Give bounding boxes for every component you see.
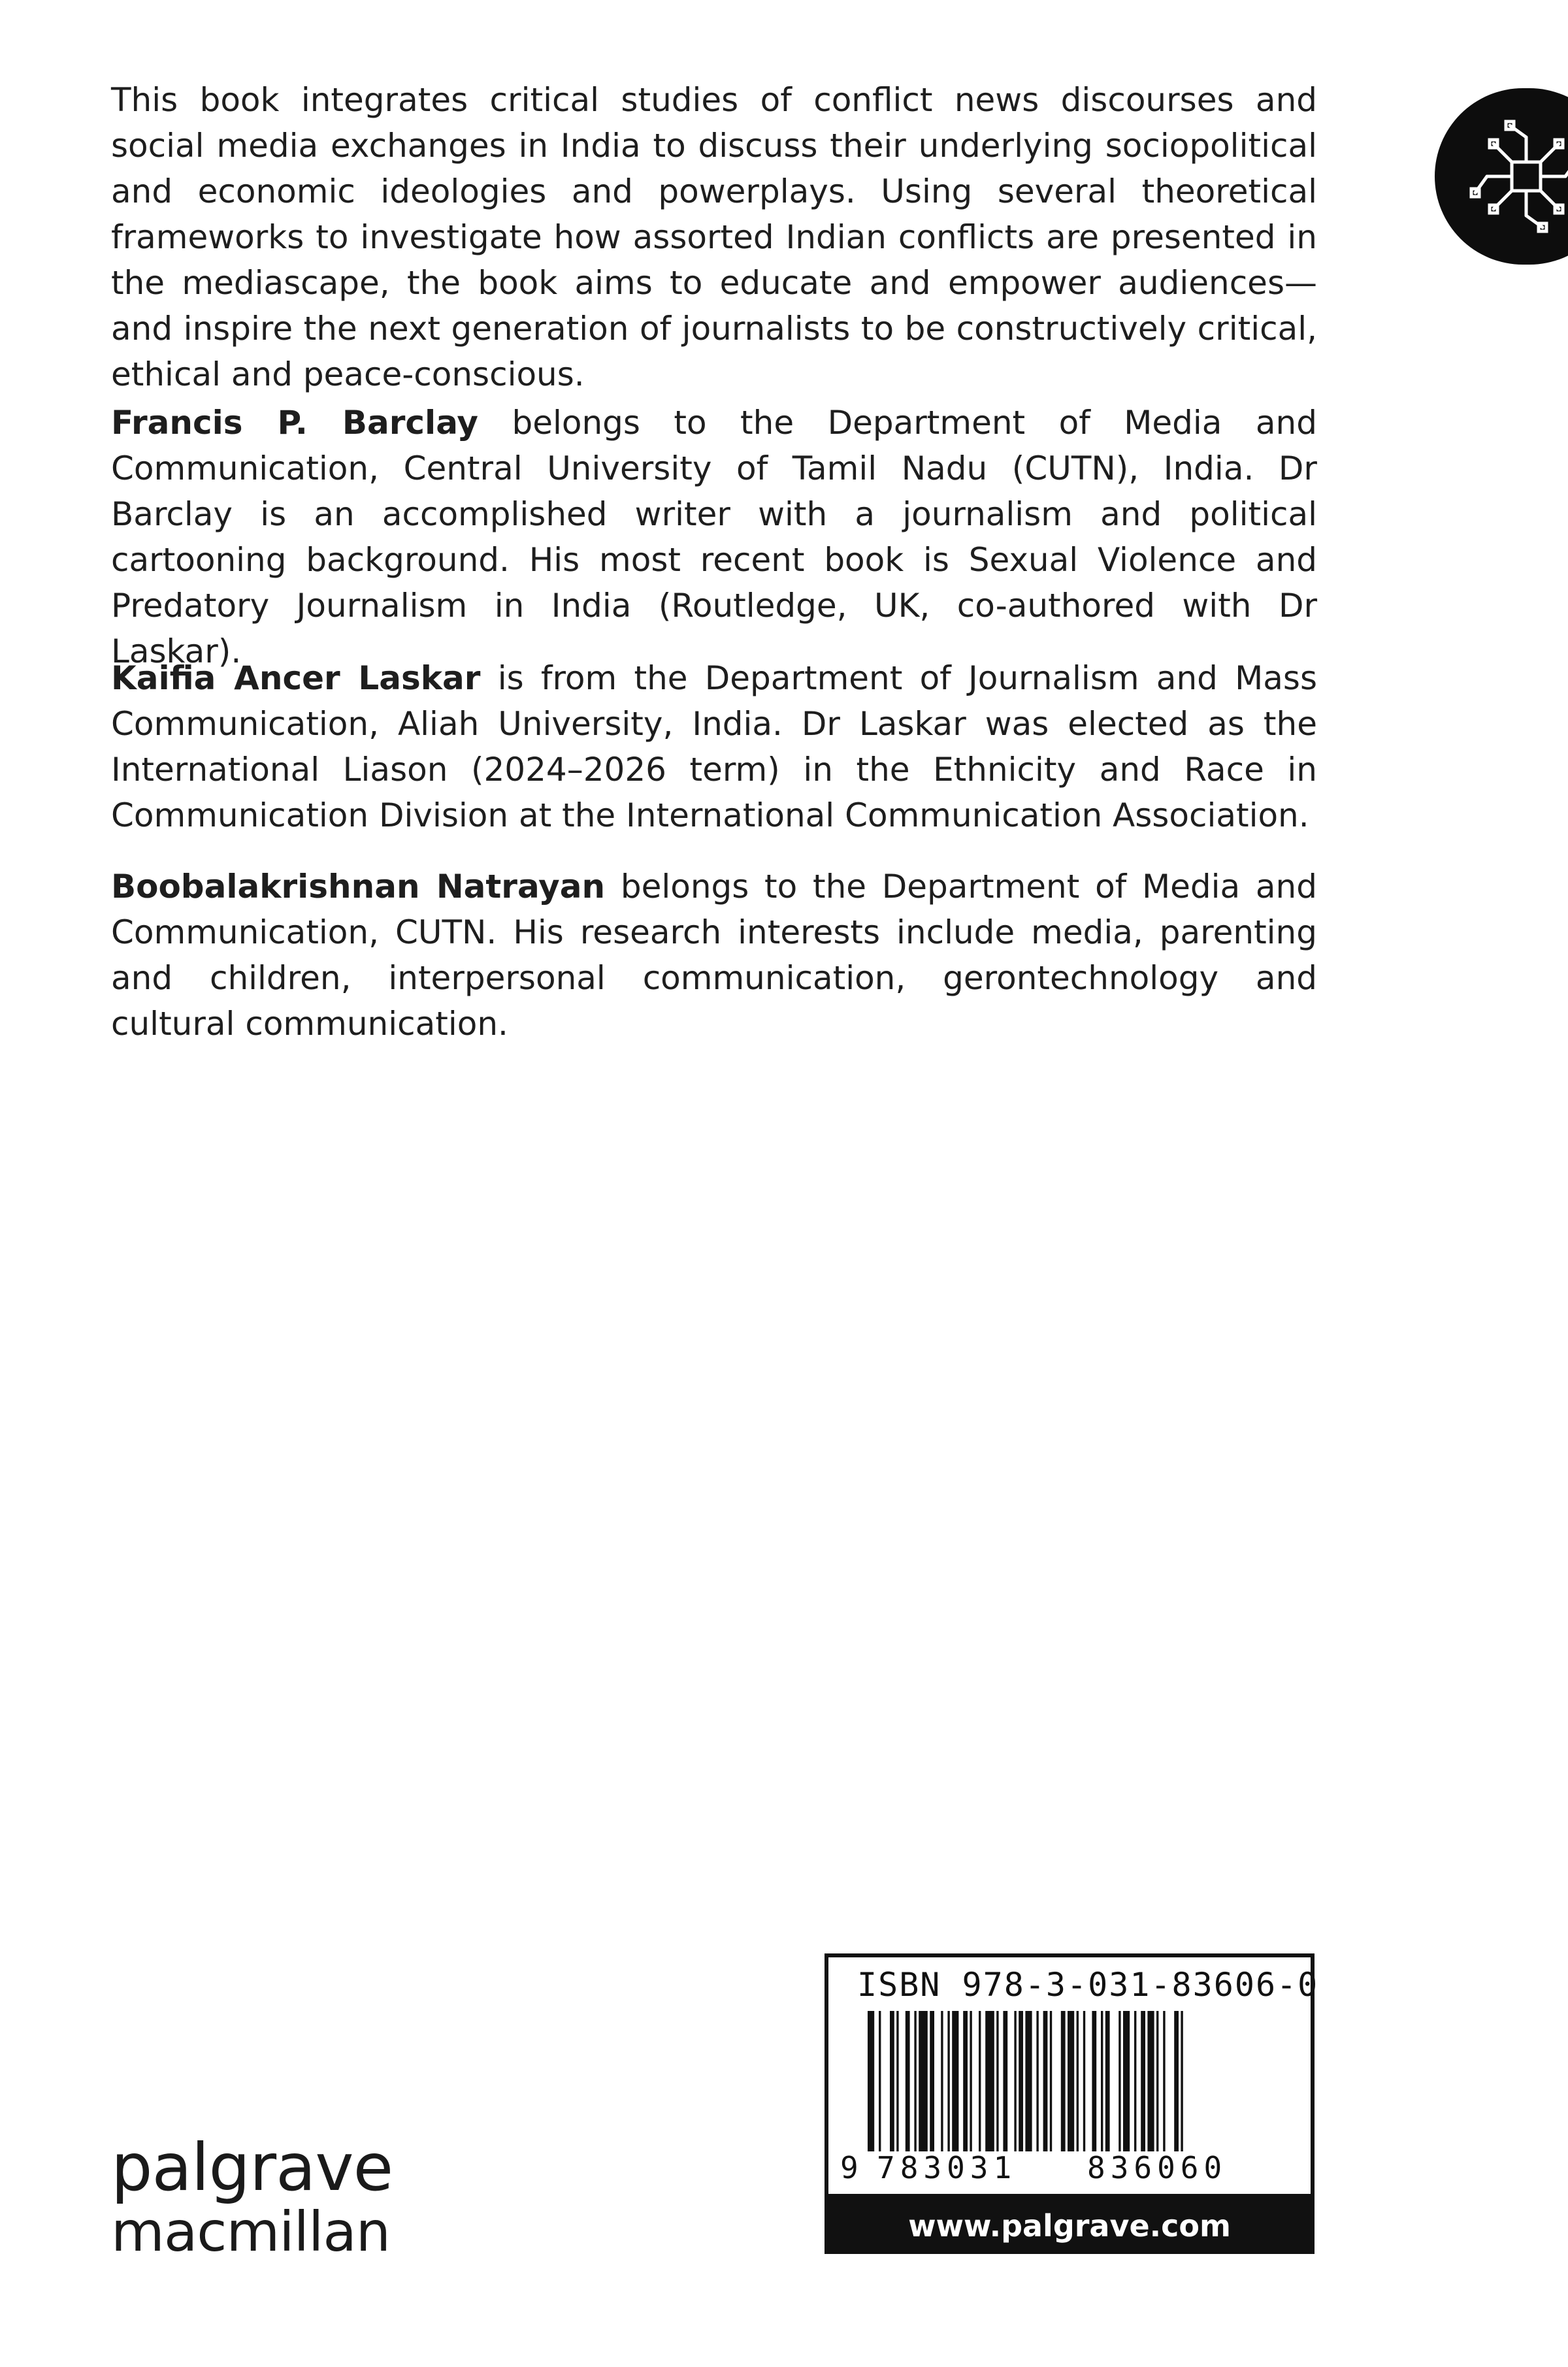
barcode-bar	[906, 2011, 910, 2151]
barcode-bar	[914, 2011, 916, 2151]
barcode-bar	[1068, 2011, 1074, 2151]
barcode-bar	[970, 2011, 972, 2151]
barcode-bar	[941, 2011, 943, 2151]
publisher-logo	[111, 2129, 393, 2264]
author-bio-2	[111, 655, 1317, 838]
barcode-bar	[1014, 2011, 1016, 2151]
barcode-bar	[868, 2011, 874, 2151]
barcode-bar	[879, 2011, 881, 2151]
barcode-bar	[1036, 2011, 1038, 2151]
network-node-icon	[1461, 111, 1568, 242]
series-badge	[1435, 88, 1568, 265]
barcode-bar	[1105, 2011, 1110, 2151]
barcode-bar	[1156, 2011, 1158, 2151]
barcode-bar	[1119, 2011, 1120, 2151]
barcode-bars	[868, 2011, 1266, 2161]
author-name: Francis P. Barclay	[111, 404, 478, 442]
author-name: Kaifia Ancer Laskar	[111, 659, 481, 697]
barcode-bar	[1025, 2011, 1032, 2151]
author-bio-3	[111, 864, 1317, 1047]
barcode-bar	[1043, 2011, 1048, 2151]
barcode-bar	[1181, 2011, 1183, 2151]
barcode-bar	[1019, 2011, 1023, 2151]
publisher-website: www.palgrave.com	[825, 2198, 1315, 2254]
publisher-name-line2: macmillan	[111, 2200, 391, 2264]
publisher-name-line1: palgrave	[111, 2129, 393, 2206]
barcode-bar	[1050, 2011, 1052, 2151]
barcode-bar	[963, 2011, 968, 2151]
barcode-bar	[1061, 2011, 1066, 2151]
barcode-bar	[1092, 2011, 1096, 2151]
author-bio-1	[111, 400, 1317, 674]
barcode-digits-right-group: 836060	[1087, 2150, 1228, 2185]
barcode-bar	[1123, 2011, 1130, 2151]
barcode-bar	[890, 2011, 894, 2151]
barcode-bar	[947, 2011, 949, 2151]
barcode-bar	[952, 2011, 958, 2151]
isbn-barcode	[825, 1953, 1319, 2198]
barcode-bar	[996, 2011, 998, 2151]
barcode-digits-left-group: 783031	[877, 2150, 1017, 2185]
author-bio-text: belongs to the Department of Media and Communication, Central University of Tamil Nadu (CUTN), India. Dr Barclay is an accomplished writer with a journalism and political cartooning background. His most recent book is Sexual Violence and Predatory Journalism in India (Routledge, UK, co-authored with Dr Laskar).	[111, 404, 1317, 670]
barcode-bar	[896, 2011, 898, 2151]
barcode-bar	[1101, 2011, 1103, 2151]
barcode-bar	[930, 2011, 934, 2151]
author-bio-text: is from the Department of Journalism and Mass Communication, Aliah University, India. Dr Laskar was elected as the International Liason (2024–2026 term) in the Ethnicity and Race in Communication Division at the International Communication Association.	[111, 659, 1317, 834]
barcode-bar	[1134, 2011, 1136, 2151]
barcode-bar	[1147, 2011, 1154, 2151]
book-blurb: This book integrates critical studies of conflict news discourses and social media exchanges in India to discuss their underlying sociopolitical and economic ideologies and powerplays. Using several theoretical frameworks to investigate how assorted Indian conflicts are presented in the mediascape, the book aims to educate and empower audiences—and inspire the next generation of journalists to be constructively critical, ethical and peace-conscious.	[111, 81, 1317, 393]
barcode-bar	[919, 2011, 928, 2151]
author-name: Boobalakrishnan Natrayan	[111, 868, 606, 906]
barcode-bar	[1003, 2011, 1007, 2151]
barcode-digits	[840, 2148, 1283, 2187]
barcode-bar	[1083, 2011, 1085, 2151]
author-bio-text: belongs to the Department of Media and Communication, CUTN. His research interests include media, parenting and children, interpersonal communication, gerontechnology and cultural communication.	[111, 868, 1317, 1043]
barcode-bar	[1077, 2011, 1079, 2151]
barcode-bar	[1141, 2011, 1145, 2151]
barcode-bar	[1174, 2011, 1179, 2151]
barcode-bar	[1163, 2011, 1165, 2151]
barcode-digit-left: 9	[840, 2150, 858, 2185]
barcode-bar	[985, 2011, 994, 2151]
isbn-label: ISBN 978-3-031-83606-0	[857, 1966, 1319, 2004]
barcode-bar	[979, 2011, 981, 2151]
